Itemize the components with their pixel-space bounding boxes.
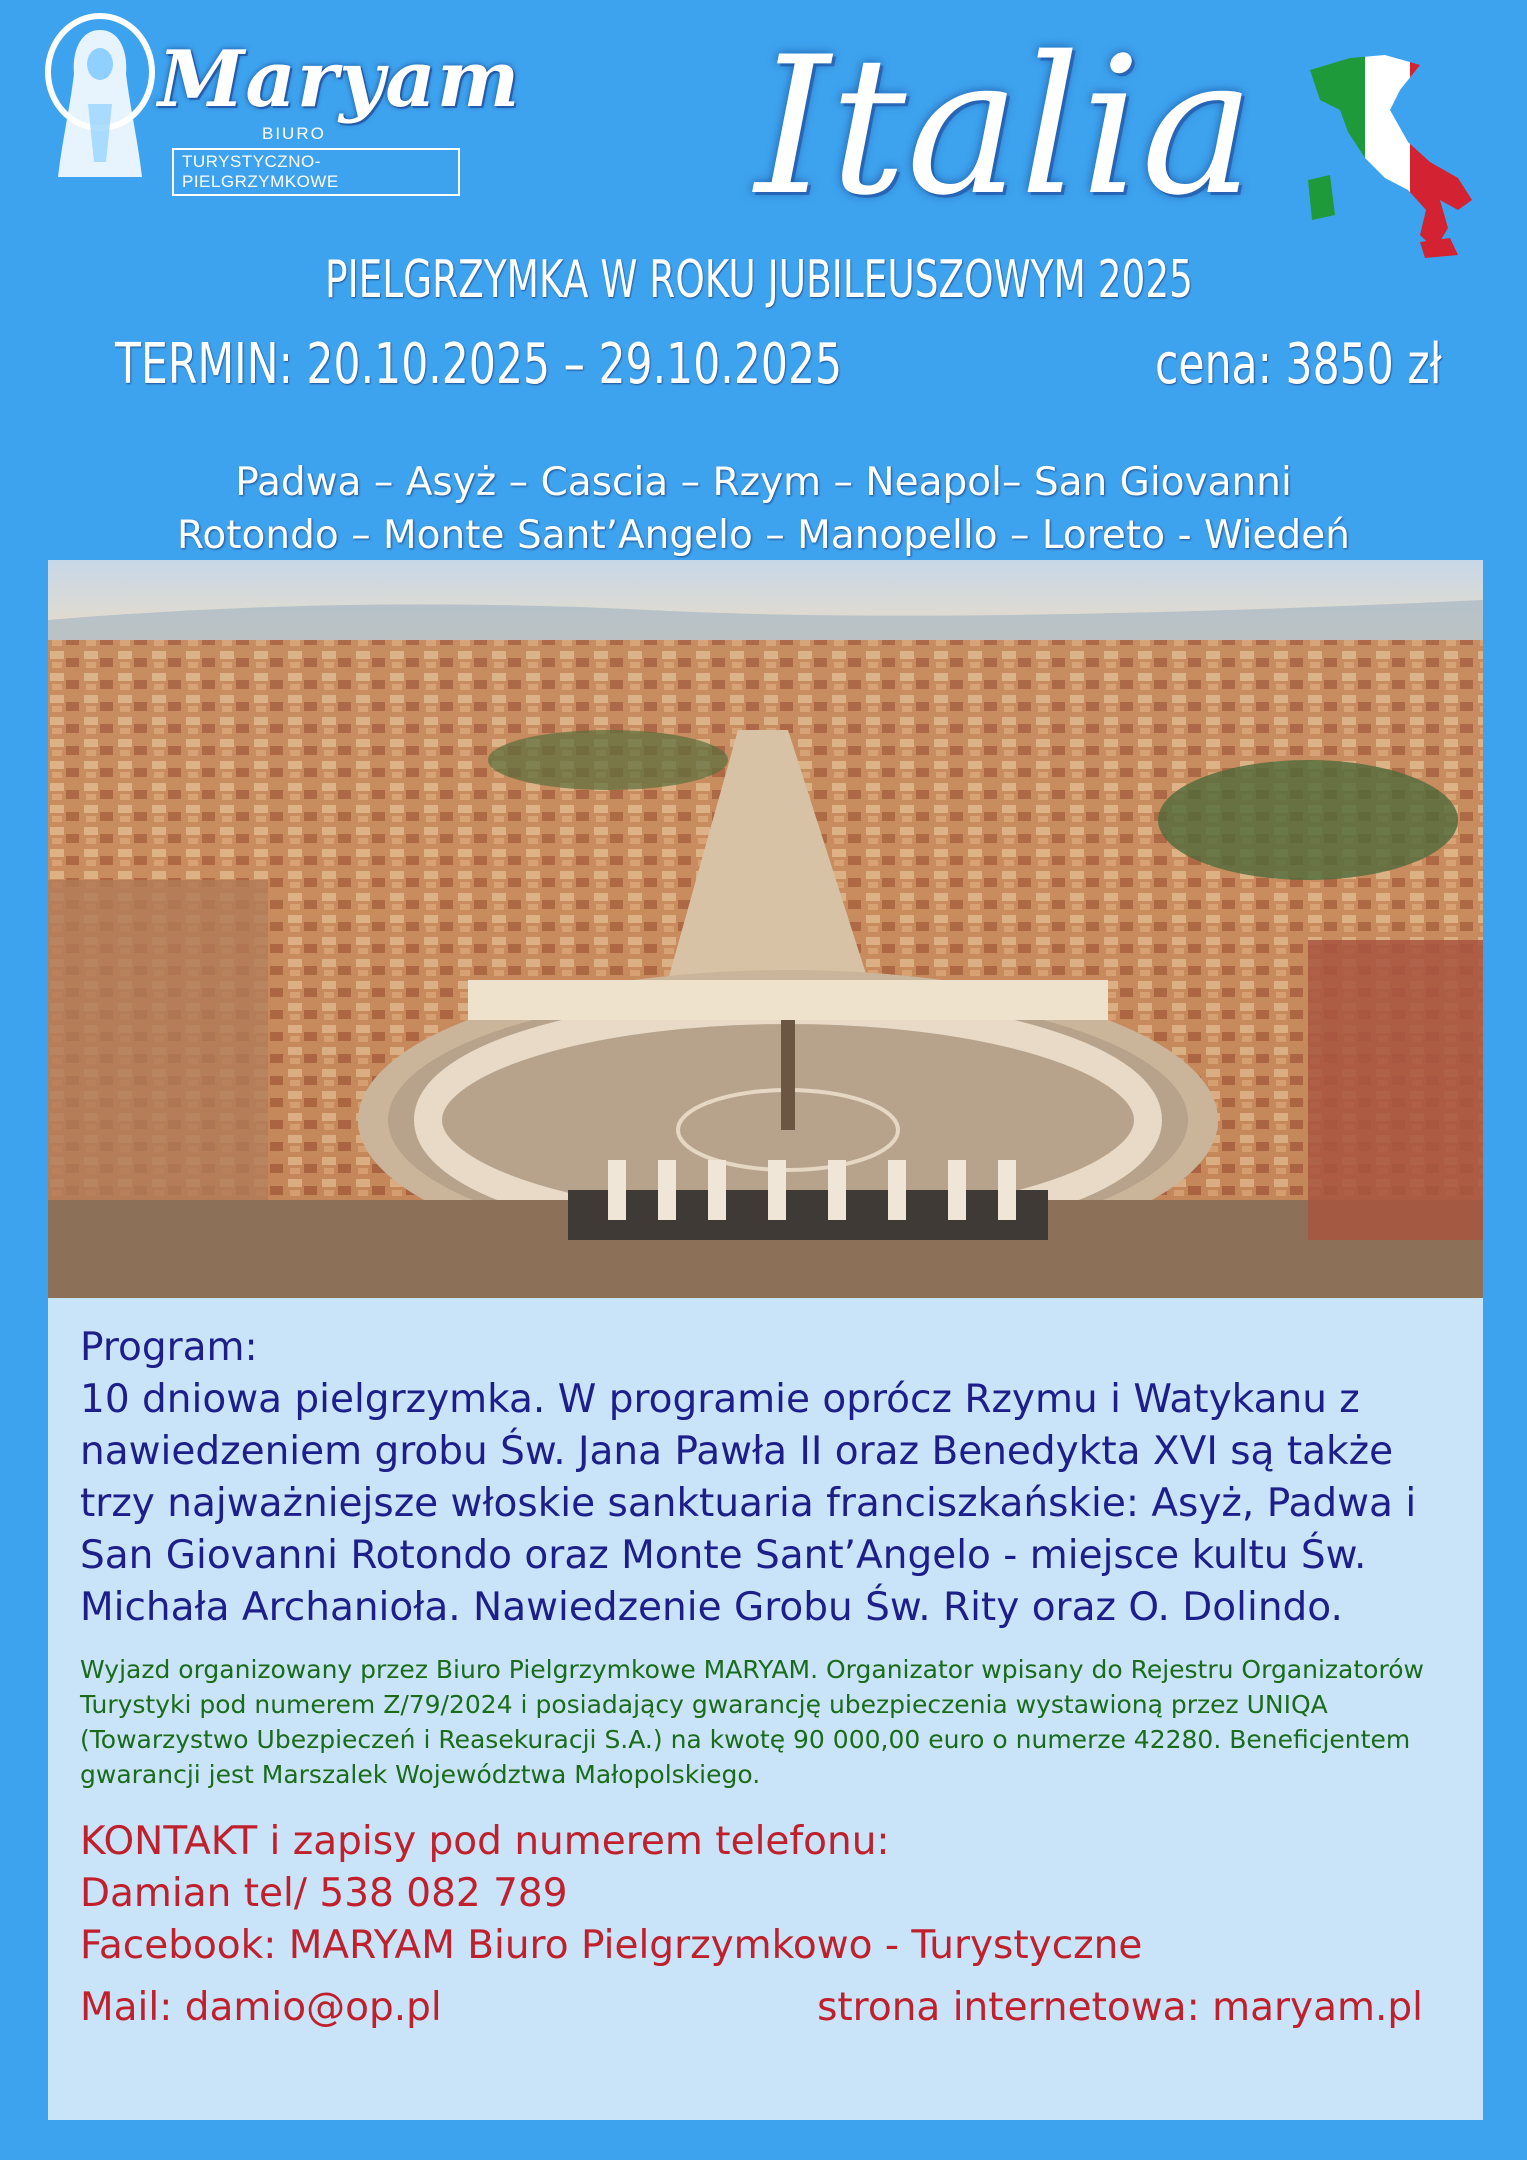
contact-facebook: Facebook: MARYAM Biuro Pielgrzymkowo - Turystyczne [80,1923,1143,1968]
subtitle: PIELGRZYMKA W ROKU JUBILEUSZOWYM 2025 [325,250,1193,310]
contact-website: strona internetowa: maryam.pl [817,1985,1423,2030]
organizer-notice: Wyjazd organizowany przez Biuro Pielgrzymkowe MARYAM. Organizator wpisany do Rejestru Organizatorów Turystyki pod numerem Z/79/2024 i posiadający gwarancję ubezpieczenia wystawioną przez UNIQA (Towarzystwo Ubezpieczeń i Reasekuracji S.A.) na kwotę 90 000,00 euro o numerze 42280. Beneficjentem gwarancji jest Marszalek Województwa Małopolskiego. [80,1655,1424,1789]
trip-price: cena: 3850 zł [1155,332,1442,397]
virgin-mary-icon [40,12,160,182]
contact-section [80,1816,1453,2034]
organizer-logo [40,12,521,191]
route-line-2: Rotondo – Monte Sant’Angelo – Manopello – Loreto - Wiedeń [177,513,1350,558]
program-panel [48,1298,1483,2120]
contact-mail: Mail: damio@op.pl [80,1985,442,2030]
route [40,456,1487,562]
st-peters-square-photo [48,560,1483,1298]
program-description: 10 dniowa pielgrzymka. W programie oprócz Rzymu i Watykanu z nawiedzeniem grobu Św. Jana Pawła II oraz Benedykta XVI są także trzy najważniejsze włoskie sanktuaria franciszkańskie: Asyż, Padwa i San Giovanni Rotondo oraz Monte Sant’Angelo - miejsce kultu Św. Michała Archanioła. Nawiedzenie Grobu Św. Rity oraz O. Dolindo. [80,1377,1417,1630]
contact-mail-row [80,1982,1453,2034]
contact-heading: KONTAKT i zapisy pod numerem telefonu: [80,1819,890,1864]
italy-flag-map-icon [1290,50,1480,265]
page-title: Italia [755,16,1255,237]
program-heading: Program: [80,1325,258,1370]
logo-subtitle-biuro: BIURO [262,124,326,143]
trip-dates: TERMIN: 20.10.2025 – 29.10.2025 [115,332,843,397]
route-line-1: Padwa – Asyż – Cascia – Rzym – Neapol– San Giovanni [235,460,1292,505]
contact-phone: Damian tel/ 538 082 789 [80,1871,568,1916]
logo-subtitle-type: TURYSTYCZNO-PIELGRZYMKOWE [172,148,460,196]
logo-name: Maryam [158,34,521,125]
